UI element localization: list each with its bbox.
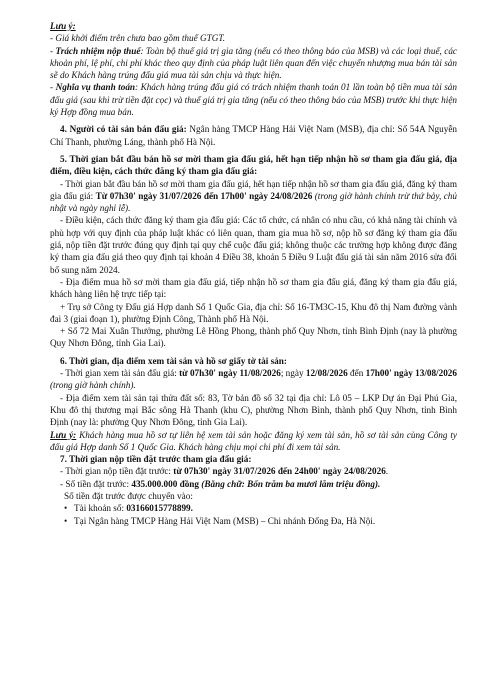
- section-6-time: - Thời gian xem tài sản đấu giá: từ 07h30' ngày 11/08/2026; ngày 12/08/2026 đến 17h00' ngày 13/08/2026 (trong giờ hành chính).: [50, 368, 457, 391]
- section-7-heading: 7. Thời gian nộp tiền đặt trước tham gia đấu giá:: [60, 454, 252, 465]
- note-tax-responsibility: - Trách nhiệm nộp thuế: Toàn bộ thuế giá trị gia tăng (nếu có theo thông báo của MSB) và các loại thuế, các khoản phí, lệ phí, chi phí khác theo quy định của pháp luật liên quan đến việc chuyển nhượng mua bán tài sản sẽ do Khách hàng trúng đấu giá mua tài sản chịu và thực hiện.: [50, 45, 457, 81]
- section-5-office-1: + Trụ sở Công ty Đấu giá Hợp danh Số 1 Quốc Gia, địa chỉ: Số 16-TM3C-15, Khu đô thị Nam đường vành đai 3 (giai đoạn 1), phường Định Công, Thành phố Hà Nội.: [50, 301, 457, 324]
- section-5-office-2: + Số 72 Mai Xuân Thưởng, phường Lê Hồng Phong, thành phố Quy Nhơn, tỉnh Bình Định (nay là phường Quy Nhơn Đông, tỉnh Gia Lai).: [50, 326, 457, 349]
- section-6-heading: 6. Thời gian, địa điểm xem tài sản và hồ sơ giấy tờ tài sản:: [60, 355, 287, 366]
- section-6-note: Lưu ý: Khách hàng mua hồ sơ tự liên hệ xem tài sản hoặc đăng ký xem tài sản, hồ sơ tài sản cùng Công ty đấu giá Hợp danh Số 1 Quốc Gia. Khách hàng chịu mọi chi phí đi xem tài sản.: [50, 429, 457, 452]
- note-vat: - Giá khởi điểm trên chưa bao gồm thuế GTGT.: [50, 33, 226, 44]
- section-5-location: - Địa điểm mua hồ sơ mời tham gia đấu giá, tiếp nhận hồ sơ tham gia đấu giá, đăng ký tham gia đấu giá, khách hàng liên hệ trực tiếp tại:: [50, 276, 457, 300]
- section-7-amount: - Số tiền đặt trước: 435.000.000 đồng (Bằng chữ: Bốn trăm ba mươi lăm triệu đồng).: [60, 478, 381, 489]
- section-7-transfer-to: Số tiền đặt trước được chuyển vào:: [64, 490, 193, 501]
- section-7-time: - Thời gian nộp tiền đặt trước: từ 07h30' ngày 31/07/2026 đến 24h00' ngày 24/08/2026.: [60, 466, 389, 477]
- section-5-heading: 5. Thời gian bắt đầu bán hồ sơ mời tham gia đấu giá, hết hạn tiếp nhận hồ sơ tham gia đấu giá, địa điểm, điều kiện, cách thức đăng ký tham gia đấu giá:: [50, 153, 457, 177]
- section-5-conditions: - Điều kiện, cách thức đăng ký tham gia đấu giá: Các tổ chức, cá nhân có nhu cầu, có khả năng tài chính và phù hợp với quy định của pháp luật khác có liên quan, tham gia mua hồ sơ, nộp hồ sơ đăng ký tham gia đấu giá, nộp tiền đặt trước đúng quy định tại quy chế cuộc đấu giá; không thuộc các trường hợp không được đăng ký tham gia đấu giá theo quy định tại khoản 4 Điều 38, khoản 5 Điều 9 Luật đấu giá tài sản năm 2016 sửa đổi bổ sung năm 2024.: [50, 215, 457, 275]
- bullet-icon: •: [64, 503, 68, 514]
- section-5-time: - Thời gian bắt đầu bán hồ sơ mời tham gia đấu giá, hết hạn tiếp nhận hồ sơ tham gia đấu giá, đăng ký tham gia đấu giá: Từ 07h30' ngày 31/07/2026 đến 17h00' ngày 24/08/2026 (trong giờ hành chính trừ thứ bảy, chủ nhật và ngày nghỉ lễ).: [50, 178, 457, 214]
- note-title: Lưu ý:: [50, 21, 76, 31]
- section-6-location: - Địa điểm xem tài sản tại thửa đất số: 83, Tờ bản đồ số 32 tại địa chỉ: Lô 05 – LKP Dự án Đại Phú Gia, Khu đô thị thương mại Bắc sông Hà Thanh (khu C), phường Nhơn Bình, thành phố Quy Nhơn, tỉnh Bình Định (nay là: phường Quy Nhơn Đông, tỉnh Gia Lai).: [50, 392, 457, 428]
- note-payment-obligation: - Nghĩa vụ thanh toán: Khách hàng trúng đấu giá có trách nhiệm thanh toán 01 lần toàn bộ tiền mua tài sản đấu giá (sau khi trừ tiền đặt cọc) và thuế giá trị gia tăng (nếu có theo thông báo của MSB) trước khi thực hiện ký Hợp đồng mua bán.: [50, 82, 457, 118]
- account-item: • Tài khoản số: 03166015778899.: [64, 503, 193, 514]
- section-4: 4. Người có tài sản bán đấu giá: Ngân hàng TMCP Hàng Hải Việt Nam (MSB), địa chỉ: Số 54A Nguyễn Chí Thanh, phường Láng, thành phố Hà Nội.: [50, 124, 458, 147]
- bank-item: • Tại Ngân hàng TMCP Hàng Hải Việt Nam (MSB) – Chi nhánh Đống Đa, Hà Nội.: [64, 515, 376, 526]
- bullet-icon: •: [64, 515, 68, 526]
